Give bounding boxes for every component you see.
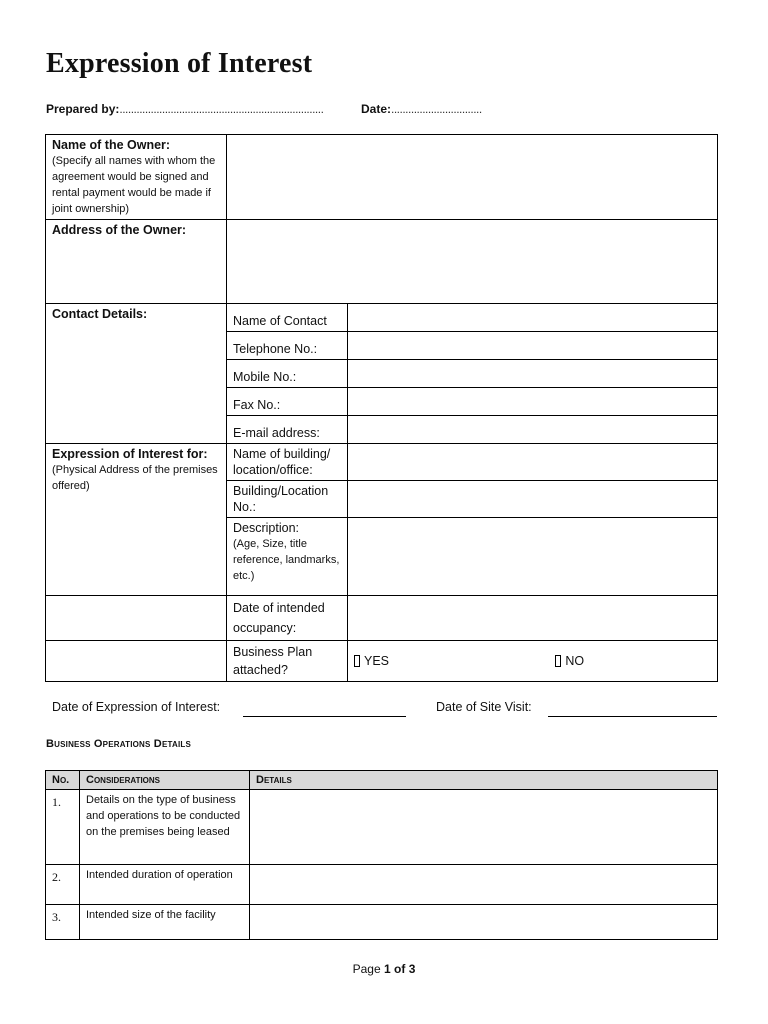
prepared-by-field[interactable] — [46, 102, 323, 116]
page-current: 1 — [383, 962, 391, 976]
occupancy-label: Date of intended occupancy: — [227, 596, 348, 641]
occupancy-input[interactable] — [348, 596, 718, 641]
owner-address-label: Address of the Owner: — [46, 220, 227, 304]
eoi-note: (Physical Address of the premises offered) — [52, 464, 218, 492]
description-input[interactable] — [348, 518, 718, 596]
table-row — [46, 905, 718, 940]
table-row — [46, 790, 718, 865]
row-number: 2. — [46, 865, 80, 905]
header-considerations: Considerations — [80, 771, 250, 790]
page-total: 3 — [408, 962, 416, 976]
no-label: NO — [565, 654, 585, 668]
owner-name-label-cell — [46, 135, 227, 220]
row-number: 1. — [46, 790, 80, 865]
owner-name-input[interactable] — [227, 135, 718, 220]
page-of: of — [394, 962, 406, 976]
owner-name-note: (Specify all names with whom the agreement would be signed and rental payment would be made if joint ownership) — [52, 155, 216, 215]
owner-name-label: Name of the Owner: — [52, 138, 171, 152]
date-label: Date: — [361, 102, 392, 116]
business-ops-table — [45, 770, 718, 940]
email-label: E-mail address: — [227, 416, 348, 444]
building-no-label: Building/Location No.: — [227, 481, 348, 518]
prepared-by-label: Prepared by: — [46, 102, 120, 116]
building-name-input[interactable] — [348, 444, 718, 481]
prepared-by-dots: ........................................................................ — [119, 102, 324, 116]
eoi-date-label: Date of Expression of Interest: — [52, 700, 221, 714]
business-plan-choices — [348, 641, 718, 682]
business-plan-label: Business Plan attached? — [227, 641, 348, 682]
contact-name-input[interactable] — [348, 304, 718, 332]
mobile-label: Mobile No.: — [227, 360, 348, 388]
yes-label: YES — [364, 654, 390, 668]
email-input[interactable] — [348, 416, 718, 444]
date-dots: ................................ — [391, 102, 482, 116]
owner-form-table — [45, 134, 718, 682]
fax-label: Fax No.: — [227, 388, 348, 416]
description-label-cell — [227, 518, 348, 596]
blank-cell-business-plan — [46, 641, 227, 682]
contact-details-label: Contact Details: — [46, 304, 227, 444]
description-note: (Age, Size, title reference, landmarks, etc.) — [233, 538, 340, 582]
no-option[interactable] — [555, 654, 584, 668]
header-no: No. — [46, 771, 80, 790]
row-details-input[interactable] — [250, 905, 718, 940]
row-consideration: Intended size of the facility — [80, 905, 250, 940]
page-number — [0, 962, 768, 976]
yes-option[interactable] — [354, 654, 389, 668]
site-visit-line[interactable] — [548, 716, 717, 717]
telephone-input[interactable] — [348, 332, 718, 360]
yes-checkbox-icon[interactable] — [354, 655, 360, 667]
row-consideration: Intended duration of operation — [80, 865, 250, 905]
document-title: Expression of Interest — [46, 48, 313, 79]
page-prefix: Page — [352, 962, 381, 976]
site-visit-label: Date of Site Visit: — [436, 700, 532, 714]
row-number: 3. — [46, 905, 80, 940]
no-checkbox-icon[interactable] — [555, 655, 561, 667]
telephone-label: Telephone No.: — [227, 332, 348, 360]
owner-address-input[interactable] — [227, 220, 718, 304]
building-name-label: Name of building/ location/office: — [227, 444, 348, 481]
description-label: Description: — [233, 521, 299, 535]
section-title: Business Operations Details — [46, 738, 192, 750]
eoi-date-line[interactable] — [243, 716, 406, 717]
row-consideration: Details on the type of business and operations to be conducted on the premises being leased — [80, 790, 250, 865]
eoi-label-cell — [46, 444, 227, 596]
date-field[interactable] — [361, 102, 482, 116]
eoi-label: Expression of Interest for: — [52, 447, 208, 461]
mobile-input[interactable] — [348, 360, 718, 388]
blank-cell-occupancy — [46, 596, 227, 641]
fax-input[interactable] — [348, 388, 718, 416]
header-details: Details — [250, 771, 718, 790]
contact-name-label: Name of Contact — [227, 304, 348, 332]
table-row — [46, 865, 718, 905]
building-no-input[interactable] — [348, 481, 718, 518]
row-details-input[interactable] — [250, 865, 718, 905]
row-details-input[interactable] — [250, 790, 718, 865]
